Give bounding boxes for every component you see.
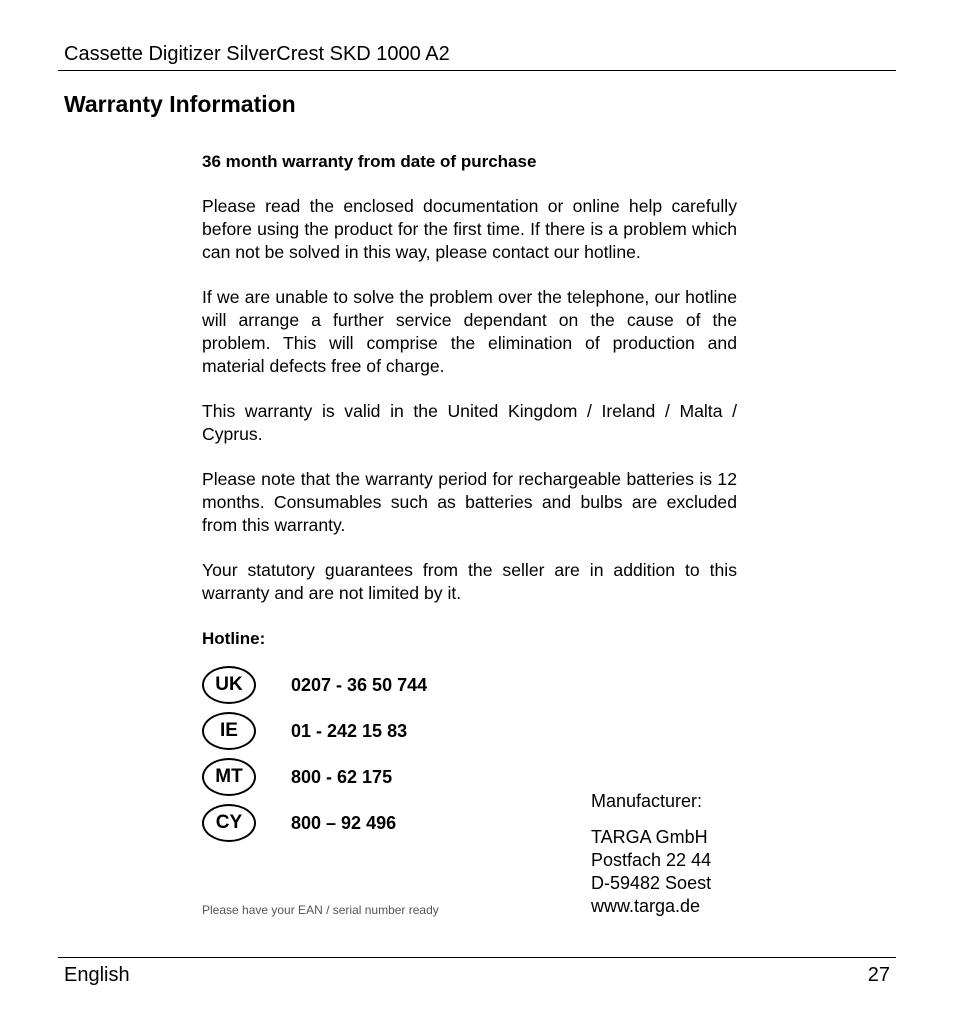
country-badge-cy: CY [202, 804, 256, 842]
warranty-paragraph: Please read the enclosed documentation or online help carefully before using the product for the first time. If there is a problem which can not be solved in this way, please contact our hotline. [202, 196, 737, 262]
country-badge-ie: IE [202, 712, 256, 750]
page-number: 27 [867, 964, 890, 986]
manufacturer-address-line: Postfach 22 44 [591, 850, 712, 870]
hotline-entry-ie [202, 708, 737, 754]
country-badge-uk: UK [202, 666, 256, 704]
manufacturer-address-line: D-59482 Soest [591, 873, 712, 893]
document-header-title: Cassette Digitizer SilverCrest SKD 1000 A2 [64, 43, 450, 65]
warranty-content [202, 150, 737, 846]
phone-number: 800 - 62 175 [291, 766, 393, 787]
phone-number: 800 – 92 496 [291, 812, 397, 833]
phone-number: 0207 - 36 50 744 [291, 674, 428, 695]
warranty-paragraph: This warranty is valid in the United Kingdom / Ireland / Malta / Cyprus. [202, 401, 737, 444]
manufacturer-block [591, 790, 711, 918]
warranty-paragraph: If we are unable to solve the problem over the telephone, our hotline will arrange a further service dependant on the cause of the problem. This will comprise the elimination of production and material defects free of charge. [202, 287, 737, 376]
ean-note: Please have your EAN / serial number ready [202, 903, 439, 917]
header-divider [58, 70, 896, 71]
warranty-paragraph: Your statutory guarantees from the seller are in addition to this warranty and are not limited by it. [202, 560, 737, 603]
footer-language: English [64, 964, 130, 986]
manufacturer-website: www.targa.de [591, 896, 701, 916]
manufacturer-name: TARGA GmbH [591, 827, 708, 847]
hotline-entry-uk [202, 662, 737, 708]
manufacturer-label: Manufacturer: [591, 791, 703, 811]
warranty-subheading: 36 month warranty from date of purchase [202, 152, 537, 171]
hotline-title: Hotline: [202, 629, 266, 648]
footer-divider [58, 957, 896, 958]
phone-number: 01 - 242 15 83 [291, 720, 408, 741]
section-title: Warranty Information [64, 91, 296, 117]
warranty-paragraph: Please note that the warranty period for rechargeable batteries is 12 months. Consumables such as batteries and bulbs are excluded from this warranty. [202, 469, 737, 535]
country-badge-mt: MT [202, 758, 256, 796]
